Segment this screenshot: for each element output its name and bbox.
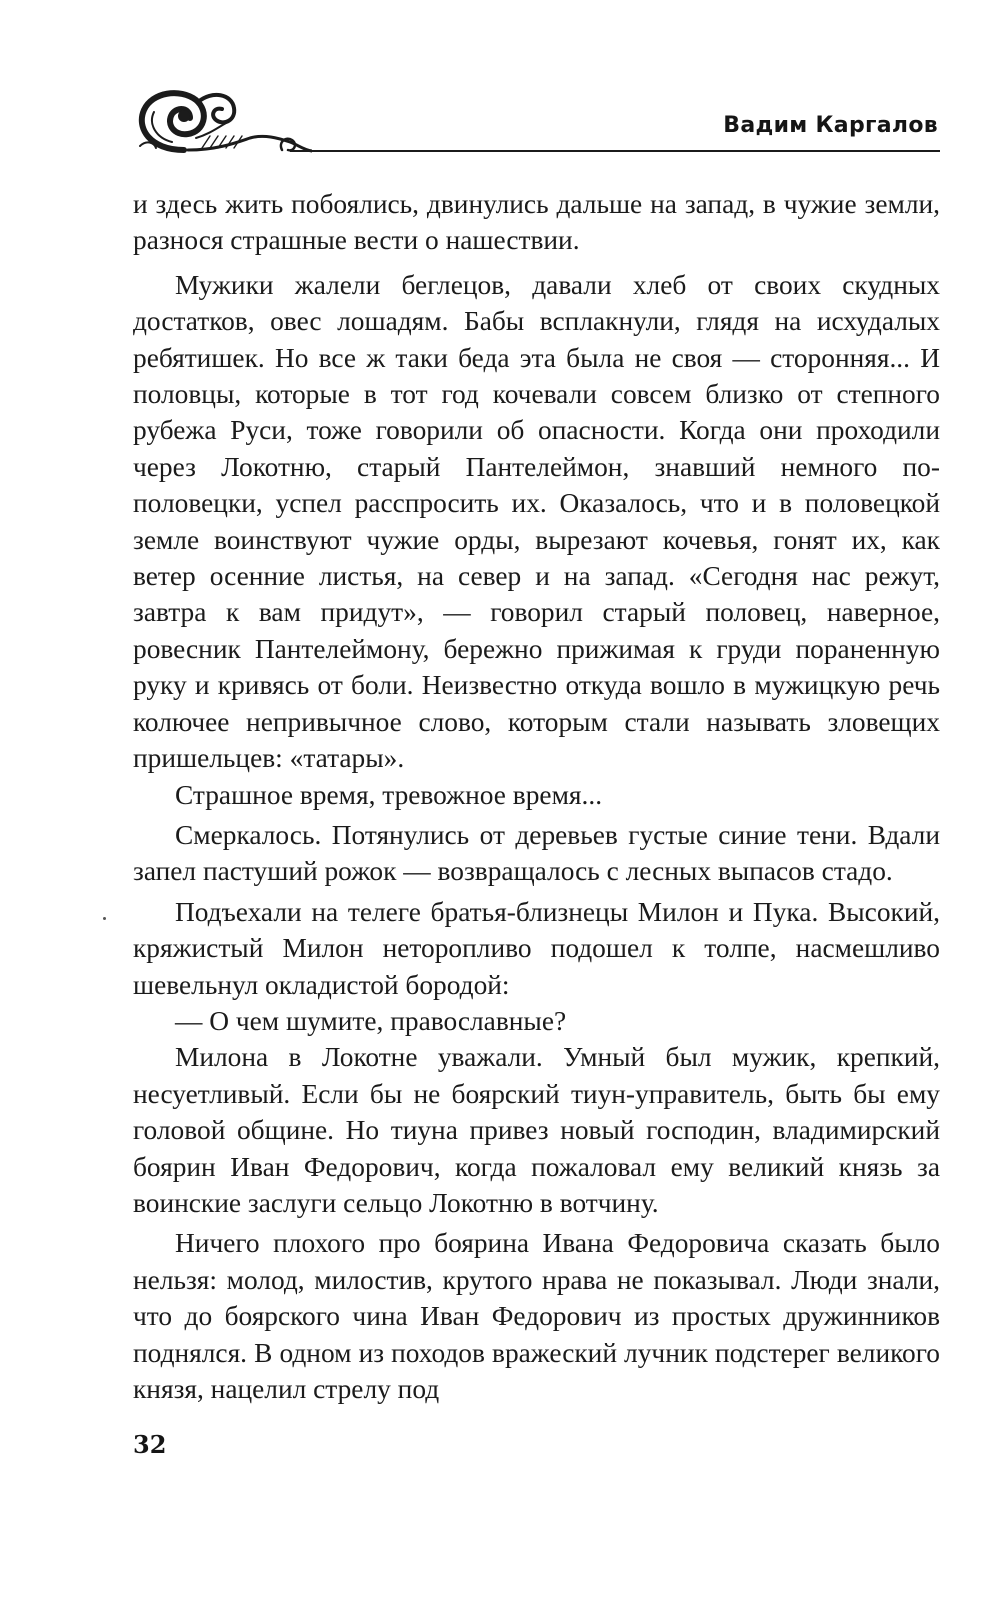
dialogue-line: — О чем шумите, православные?: [175, 1005, 567, 1036]
scroll-ornament-icon: [132, 80, 312, 160]
print-speck: [103, 917, 106, 920]
paragraph: Подъехали на телеге братья-близнецы Милон и Пука. Высокий, кряжистый Милон неторопливо подошел к толпе, насмешливо шевельнул окладистой бородой:: [133, 896, 940, 1000]
header-rule: [290, 150, 940, 152]
paragraph: Смеркалось. Потянулись от деревьев густые синие тени. Вдали запел пастуший рожок — возвращалось с лесных выпасов стадо.: [133, 819, 940, 887]
page-number: 32: [133, 1430, 167, 1459]
paragraph: Мужики жалели беглецов, давали хлеб от своих скудных достатков, овес лошадям. Бабы всплакнули, глядя на исхудалых ребятишек. Но все ж таки беда эта была не своя — сторонняя... И половцы, которые в тот год кочевали совсем близко от степного рубежа Руси, тоже говорили об опасности. Когда они проходили через Локотню, старый Пантелеймон, знавший немного по-половецки, успел расспросить их. Оказалось, что и в половецкой земле воинствуют чужие орды, вырезают кочевья, гонят их, как ветер осенние листья, на север и на запад. «Сегодня нас режут, завтра к вам придут», — говорил старый половец, наверное, ровесник Пантелеймону, бережно прижимая к груди пораненную руку и кривясь от боли. Неизвестно откуда вошло в мужицкую речь колючее непривычное слово, которым стали называть зловещих пришельцев: «татары».: [133, 269, 940, 774]
paragraph: и здесь жить побоялись, двинулись дальше на запад, в чужие земли, разнося страшные вести о нашествии.: [133, 189, 940, 256]
running-head-author: Вадим Каргалов: [723, 113, 938, 138]
paragraph: Страшное время, тревожное время...: [175, 779, 603, 810]
body-text: [133, 186, 940, 1407]
paragraph: Милона в Локотне уважали. Умный был мужик, крепкий, несуетливый. Если бы не боярский тиун-управитель, быть бы ему головой общине. Но тиуна привез новый господин, владимирский боярин Иван Федорович, когда пожаловал ему великий князь за воинские заслуги сельцо Локотню в вотчину.: [133, 1042, 940, 1218]
paragraph: Ничего плохого про боярина Ивана Федоровича сказать было нельзя: молод, милостив, крутого нрава не показывал. Люди знали, что до боярского чина Иван Федорович из простых дружинников поднялся. В одном из походов вражеский лучник подстерег великого князя, нацелил стрелу под: [133, 1228, 940, 1404]
